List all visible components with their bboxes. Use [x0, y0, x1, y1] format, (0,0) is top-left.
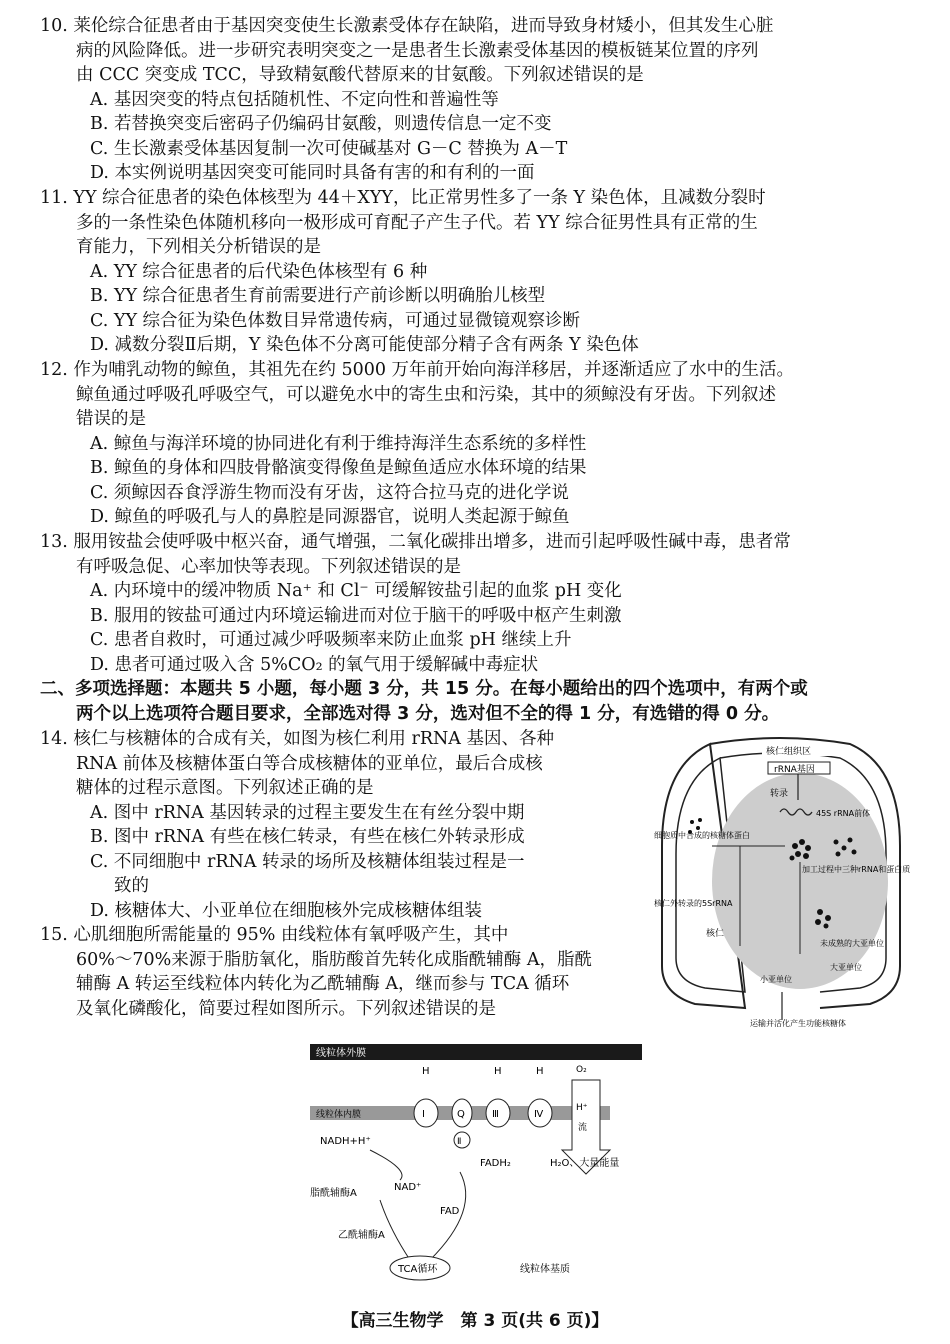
question-12-option-d: D. 鲸鱼的呼吸孔与人的鼻腔是同源器官，说明人类起源于鲸鱼	[90, 507, 570, 527]
label-large-subunit: 大亚单位	[830, 963, 862, 972]
question-14-line-1: 14. 核仁与核糖体的合成有关，如图为核仁利用 rRNA 基因、各种	[40, 729, 555, 749]
label-transport: 运输并活化产生功能核糖体	[750, 1019, 846, 1028]
label-o2: O₂	[576, 1065, 587, 1075]
question-12-option-a: A. 鲸鱼与海洋环境的协同进化有利于维持海洋生态系统的多样性	[90, 433, 587, 454]
question-12-option-c: C. 须鲸因吞食浮游生物而没有牙齿，这符合拉马克的进化学说	[90, 482, 569, 503]
label-processing: 加工过程中三种rRNA和蛋白质	[802, 865, 911, 874]
label-complex-2: Ⅱ	[457, 1137, 462, 1147]
question-11-line-3: 育能力，下列相关分析错误的是	[76, 237, 321, 257]
question-14-line-3: 糖体的过程示意图。下列叙述正确的是	[76, 778, 374, 798]
question-11-line-2: 多的一条性染色体随机移向一极形成可育配子产生子代。若 YY 综合征男性具有正常的生	[76, 212, 758, 233]
question-11-option-b: B. YY 综合征患者生育前需要进行产前诊断以明确胎儿核型	[90, 286, 546, 306]
question-12-line-2: 鲸鱼通过呼吸孔呼吸空气，可以避免水中的寄生虫和污染，其中的须鲸没有牙齿。下列叙述	[76, 384, 776, 405]
label-fadh2: FADH₂	[480, 1158, 511, 1169]
question-13-option-a: A. 内环境中的缓冲物质 Na⁺ 和 Cl⁻ 可缓解铵盐引起的血浆 pH 变化	[90, 581, 622, 601]
question-11-option-d: D. 减数分裂Ⅱ后期，Y 染色体不分离可能使部分精子含有两条 Y 染色体	[90, 335, 639, 355]
question-10-line-1: 10. 莱伦综合征患者由于基因突变使生长激素受体存在缺陷，进而导致身材矮小，但其发生心脏	[40, 16, 774, 36]
question-15-line-2: 60%～70%来源于脂肪氧化，脂肪酸首先转化成脂酰辅酶 A，脂酰	[76, 949, 592, 970]
question-10	[40, 14, 920, 186]
question-14-option-c: C. 不同细胞中 rRNA 转录的场所及核糖体组装过程是一	[90, 851, 525, 872]
ribosome-synthesis-figure	[650, 736, 912, 1036]
label-inner-membrane: 线粒体内膜	[316, 1110, 362, 1120]
label-rrna-gene: rRNA基因	[774, 765, 815, 775]
question-14-option-a: A. 图中 rRNA 基因转录的过程主要发生在有丝分裂中期	[90, 802, 525, 823]
label-complex-4: Ⅳ	[534, 1109, 544, 1120]
label-outer-membrane: 线粒体外膜	[316, 1048, 366, 1059]
question-15-line-4: 及氧化磷酸化，简要过程如图所示。下列叙述错误的是	[76, 998, 496, 1019]
page-footer: 【高三生物学 第 3 页(共 6 页)】	[341, 1311, 609, 1331]
question-10-line-2: 病的风险降低。进一步研究表明突变之一是患者生长激素受体基因的模板链某位置的序列	[76, 40, 759, 61]
question-11-option-a: A. YY 综合征患者的后代染色体核型有 6 种	[90, 261, 428, 282]
question-11-option-c: C. YY 综合征为染色体数目异常遗传病，可通过显微镜观察诊断	[90, 310, 581, 331]
question-13-option-d: D. 患者可通过吸入含 5%CO₂ 的氧气用于缓解碱中毒症状	[90, 654, 539, 675]
section-2-line-2: 两个以上选项符合题目要求，全部选对得 3 分，选对但不全的得 1 分，有选错的得 0 分。	[76, 703, 780, 724]
label-h-1: H	[422, 1066, 430, 1077]
label-small-subunit: 小亚单位	[760, 975, 792, 984]
question-13-line-2: 有呼吸急促、心率加快等表现。下列叙述错误的是	[76, 556, 461, 577]
label-nucleolus-organizer: 核仁组织区	[766, 747, 812, 757]
label-matrix: 线粒体基质	[520, 1264, 570, 1275]
question-13	[40, 530, 920, 677]
label-complex-3: Ⅲ	[492, 1109, 499, 1120]
complex-1	[414, 1099, 438, 1127]
label-fatty-acyl-coa: 脂酰辅酶A	[310, 1188, 357, 1199]
question-15-line-1: 15. 心肌细胞所需能量的 95% 由线粒体有氧呼吸产生，其中	[40, 925, 509, 945]
label-transcription: 转录	[770, 789, 789, 799]
label-fad: FAD	[440, 1206, 460, 1217]
question-14-option-c-cont: 致的	[114, 876, 149, 896]
section-2-header	[40, 677, 920, 726]
label-nucleolus: 核仁	[706, 929, 725, 939]
question-14-line-2: RNA 前体及核糖体蛋白等合成核糖体的亚单位，最后合成核	[76, 753, 543, 774]
question-13-option-c: C. 患者自救时，可通过减少呼吸频率来防止血浆 pH 继续上升	[90, 630, 572, 650]
question-15	[40, 923, 650, 1021]
label-cytoplasm-protein: 细胞质中合成的核糖体蛋白	[654, 831, 750, 840]
question-15-line-3: 辅酶 A 转运至线粒体内转化为乙酰辅酶 A，继而参与 TCA 循环	[76, 974, 570, 994]
question-14-option-b: B. 图中 rRNA 有些在核仁转录，有些在核仁外转录形成	[90, 827, 525, 847]
question-13-line-1: 13. 服用铵盐会使呼吸中枢兴奋，通气增强，二氧化碳排出增多，进而引起呼吸性碱中毒，患者常	[40, 532, 791, 552]
label-acetyl-coa: 乙酰辅酶A	[338, 1230, 385, 1241]
label-extra-5s: 核仁外转录的5SrRNA	[654, 899, 733, 908]
question-14-option-d: D. 核糖体大、小亚单位在细胞核外完成核糖体组装	[90, 900, 483, 921]
label-h-3: H	[536, 1066, 544, 1077]
question-10-line-3: 由 CCC 突变成 TCC，导致精氨酸代替原来的甘氨酸。下列叙述错误的是	[76, 65, 644, 85]
question-10-option-b: B. 若替换突变后密码子仍编码甘氨酸，则遗传信息一定不变	[90, 114, 552, 134]
question-11-line-1: 11. YY 综合征患者的染色体核型为 44＋XYY，比正常男性多了一条 Y 染色体，且减数分裂时	[40, 188, 766, 208]
label-nadh: NADH+H⁺	[320, 1136, 371, 1147]
label-nad: NAD⁺	[394, 1182, 422, 1193]
question-13-option-b: B. 服用的铵盐可通过内环境运输进而对位于脑干的呼吸中枢产生刺激	[90, 605, 622, 626]
label-immature-large: 未成熟的大亚单位	[820, 939, 884, 948]
question-11	[40, 186, 920, 358]
mitochondria-figure	[310, 1040, 642, 1286]
label-precursor: 45S rRNA前体	[816, 809, 871, 818]
label-tca: TCA循环	[398, 1264, 438, 1275]
label-q: Q	[457, 1109, 465, 1120]
question-10-option-c: C. 生长激素受体基因复制一次可使碱基对 G－C 替换为 A－T	[90, 138, 568, 159]
label-h-plus: H⁺	[576, 1103, 588, 1113]
question-14	[40, 727, 650, 923]
question-10-option-d: D. 本实例说明基因突变可能同时具备有害的和有利的一面	[90, 163, 535, 183]
section-2-line-1: 二、多项选择题：本题共 5 小题，每小题 3 分，共 15 分。在每小题给出的四个选项中，有两个或	[40, 679, 808, 699]
label-complex-1: Ⅰ	[422, 1109, 425, 1120]
label-h-2: H	[494, 1066, 502, 1077]
label-flow: 流	[578, 1123, 588, 1133]
arrow-nadh	[370, 1150, 402, 1180]
question-12-line-1: 12. 作为哺乳动物的鲸鱼，其祖先在约 5000 万年前开始向海洋移居，并逐渐适应了水中的生活。	[40, 360, 795, 380]
question-12-line-3: 错误的是	[76, 409, 146, 429]
question-12-option-b: B. 鲸鱼的身体和四肢骨骼演变得像鱼是鲸鱼适应水体环境的结果	[90, 458, 587, 478]
label-products: H₂O、大量能量	[550, 1158, 620, 1169]
question-12	[40, 358, 920, 530]
question-10-option-a: A. 基因突变的特点包括随机性、不定向性和普遍性等	[90, 89, 499, 110]
